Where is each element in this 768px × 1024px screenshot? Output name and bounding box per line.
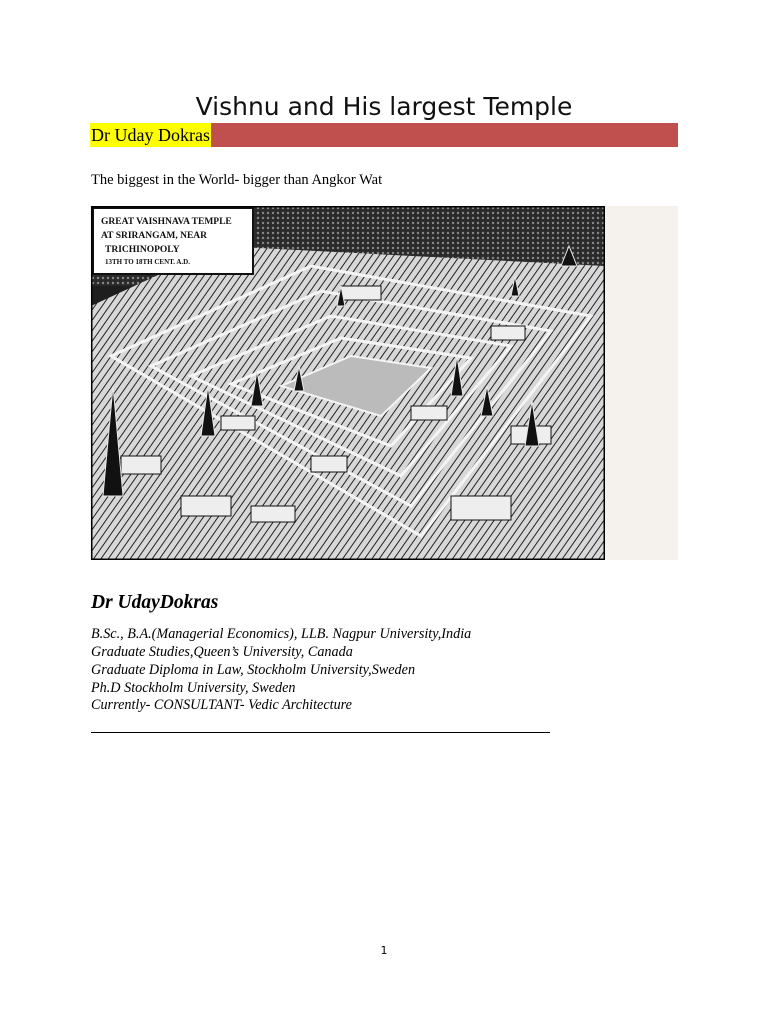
bio-line: Graduate Studies,Queen’s University, Canada [91, 644, 353, 660]
caption-line: AT SRIRANGAM, NEAR [101, 231, 208, 241]
page-number: 1 [380, 944, 388, 957]
caption-line: TRICHINOPOLY [105, 245, 180, 255]
bio-heading: Dr UdayDokras [91, 592, 219, 613]
temple-illustration [91, 206, 605, 560]
bio-line: B.Sc., B.A.(Managerial Economics), LLB. Nagpur University,India [91, 626, 472, 642]
caption-line: 13TH TO 18TH CENT. A.D. [105, 258, 190, 266]
bio-line: Currently- CONSULTANT- Vedic Architecture [91, 697, 352, 713]
author-name: Dr Uday Dokras [91, 125, 210, 145]
bio-line: Graduate Diploma in Law, Stockholm University,Sweden [91, 662, 416, 678]
bio-line: Ph.D Stockholm University, Sweden [91, 680, 296, 696]
caption-line: GREAT VAISHNAVA TEMPLE [101, 217, 232, 227]
horizontal-rule [91, 732, 550, 733]
subtitle-text: The biggest in the World- bigger than Angkor Wat [91, 172, 383, 188]
document-title: Vishnu and His largest Temple [195, 92, 573, 121]
